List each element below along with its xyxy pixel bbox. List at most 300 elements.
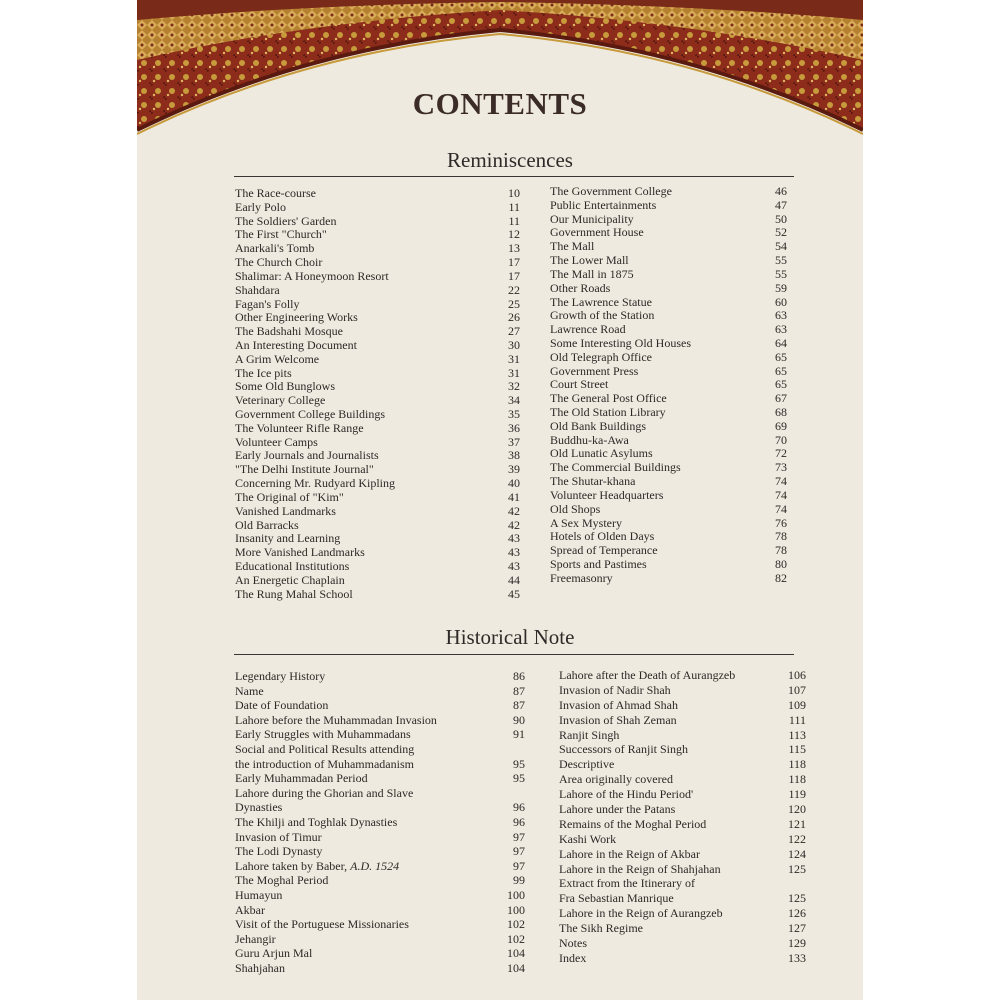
toc-entry-page-number: 96	[513, 800, 525, 815]
toc-entry	[235, 830, 525, 845]
toc-entry-page-number: 119	[788, 787, 806, 802]
toc-entry-page-number: 87	[513, 683, 525, 698]
toc-entry	[550, 280, 787, 296]
toc-entry-title: Hotels of Olden Days	[550, 529, 655, 544]
toc-entry-title: The Soldiers' Garden	[235, 213, 337, 228]
toc-entry-page-number: 38	[508, 448, 520, 463]
toc-entry	[559, 787, 806, 802]
toc-entry-title: The Shutar-khana	[550, 474, 636, 489]
toc-entry	[550, 556, 787, 572]
toc-entry	[550, 294, 787, 310]
toc-entry	[235, 786, 525, 801]
toc-entry-page-number: 72	[775, 446, 787, 461]
toc-entry-page-number: 30	[508, 337, 520, 352]
reminiscences-right-column	[550, 184, 787, 586]
toc-entry	[559, 712, 806, 728]
toc-entry-page-number: 36	[508, 420, 520, 435]
toc-entry-title: Freemasonry	[550, 570, 613, 585]
toc-entry-page-number: 111	[788, 712, 806, 727]
toc-entry	[550, 349, 787, 365]
toc-entry-title: The Mall in 1875	[550, 266, 634, 281]
toc-entry-title: Government College Buildings	[235, 407, 385, 421]
toc-entry-page-number: 31	[508, 351, 520, 366]
toc-entry-title: The Government College	[550, 184, 672, 198]
toc-entry-page-number: 46	[775, 184, 787, 198]
toc-entry-title: Guru Arjun Mal	[235, 946, 313, 961]
section-rule	[234, 654, 794, 655]
toc-entry	[550, 239, 787, 254]
toc-entry-page-number: 54	[775, 239, 787, 254]
toc-entry-page-number: 50	[775, 211, 787, 226]
toc-entry-page-number: 129	[788, 936, 806, 951]
toc-entry-title: The Khilji and Toghlak Dynasties	[235, 814, 398, 829]
toc-entry-page-number: 68	[775, 405, 787, 419]
toc-entry	[550, 335, 787, 351]
toc-entry-page-number: 125	[788, 861, 806, 876]
toc-entry-page-number: 43	[508, 545, 520, 560]
toc-entry-title: Early Polo	[235, 199, 286, 214]
toc-entry	[550, 432, 787, 448]
toc-entry	[235, 588, 520, 602]
toc-entry-page-number: 32	[508, 379, 520, 394]
toc-entry-title: Index	[559, 950, 587, 965]
toc-entry-title: Some Interesting Old Houses	[550, 335, 691, 350]
toc-entry	[550, 405, 787, 420]
toc-entry	[235, 684, 525, 699]
toc-entry	[235, 463, 520, 477]
toc-entry	[559, 668, 806, 683]
toc-entry-page-number: 41	[508, 489, 520, 504]
toc-entry-title: Lahore of the Hindu Period'	[559, 787, 694, 802]
toc-entry-title: Educational Institutions	[235, 558, 350, 573]
toc-entry-page-number: 44	[508, 572, 520, 587]
toc-entry	[550, 308, 787, 323]
toc-entry-title: Area originally covered	[559, 772, 673, 787]
toc-entry-page-number: 11	[508, 213, 520, 228]
toc-entry	[235, 477, 520, 491]
toc-entry-title: Legendary History	[235, 669, 326, 683]
toc-entry	[235, 815, 525, 830]
toc-entry	[235, 698, 525, 713]
toc-entry-title: Remains of the Moghal Period	[559, 816, 707, 831]
toc-entry-title: The Sikh Regime	[559, 921, 643, 936]
toc-entry-title: Volunteer Camps	[235, 434, 318, 449]
toc-entry-title: The General Post Office	[550, 391, 667, 406]
toc-entry-title: Descriptive	[559, 757, 615, 772]
toc-entry-page-number: 113	[788, 727, 806, 742]
toc-entry	[235, 771, 525, 786]
toc-entry-title: Veterinary College	[235, 393, 326, 408]
toc-entry-page-number: 124	[788, 846, 806, 861]
toc-entry-page-number: 107	[788, 682, 806, 697]
toc-entry-page-number: 47	[775, 197, 787, 212]
toc-entry-title: Shalimar: A Honeymoon Resort	[235, 268, 389, 283]
toc-entry	[559, 950, 806, 966]
toc-entry	[559, 846, 806, 862]
toc-entry	[559, 772, 806, 787]
toc-entry-page-number: 74	[775, 487, 787, 502]
toc-entry-page-number: 43	[508, 558, 520, 573]
toc-entry-title: Our Municipality	[550, 211, 634, 226]
toc-entry-page-number: 65	[775, 363, 787, 378]
toc-entry	[235, 270, 520, 284]
toc-entry-page-number: 95	[513, 756, 525, 771]
toc-entry	[235, 380, 520, 394]
toc-entry	[550, 266, 787, 282]
toc-entry-title: The Original of "Kim"	[235, 489, 344, 504]
toc-entry-page-number: 104	[507, 960, 525, 975]
toc-entry-page-number: 121	[788, 816, 806, 831]
toc-entry-title: Extract from the Itinerary of	[559, 876, 695, 891]
toc-entry	[235, 311, 520, 325]
toc-entry	[550, 460, 787, 475]
toc-entry	[235, 201, 520, 215]
toc-entry	[559, 697, 806, 713]
toc-entry	[559, 936, 806, 951]
toc-entry-page-number: 80	[775, 556, 787, 571]
toc-entry-page-number: 82	[775, 570, 787, 585]
toc-entry	[550, 363, 787, 379]
toc-entry	[235, 228, 520, 242]
toc-entry-title: Ranjit Singh	[559, 727, 620, 742]
toc-entry-page-number: 42	[508, 503, 520, 518]
toc-entry-title: Fra Sebastian Manrique	[559, 891, 674, 906]
toc-entry	[235, 888, 525, 903]
toc-entry-page-number: 65	[775, 349, 787, 364]
toc-entry-title: Dynasties	[235, 800, 283, 815]
toc-entry	[235, 284, 520, 298]
toc-entry-page-number: 40	[508, 476, 520, 491]
toc-entry-page-number: 37	[508, 434, 520, 449]
toc-entry	[235, 961, 525, 976]
toc-entry-page-number: 34	[508, 393, 520, 408]
toc-entry-title: Volunteer Headquarters	[550, 487, 664, 502]
toc-entry	[559, 906, 806, 921]
toc-entry	[235, 859, 525, 874]
toc-entry-page-number: 104	[507, 946, 525, 961]
toc-entry-page-number: 78	[775, 543, 787, 558]
toc-entry-page-number: 39	[508, 462, 520, 477]
toc-entry-title: Akbar	[235, 902, 265, 917]
book-page	[137, 0, 863, 1000]
toc-entry	[235, 574, 520, 588]
toc-entry-page-number: 27	[508, 324, 520, 339]
toc-entry	[559, 876, 791, 891]
toc-entry-title: Lahore in the Reign of Aurangzeb	[559, 906, 723, 921]
toc-entry-title: Jehangir	[235, 931, 276, 946]
toc-entry	[235, 256, 520, 270]
toc-entry-page-number: 100	[507, 887, 525, 902]
toc-entry-page-number: 73	[775, 460, 787, 475]
toc-entry-title: "The Delhi Institute Journal"	[235, 462, 374, 477]
toc-entry	[559, 816, 806, 832]
toc-entry	[559, 921, 806, 936]
ornamental-arch-border	[137, 0, 863, 150]
toc-entry-page-number: 60	[775, 294, 787, 309]
toc-entry-title: Old Lunatic Asylums	[550, 446, 653, 461]
toc-entry-page-number: 63	[775, 308, 787, 323]
toc-entry	[235, 187, 520, 201]
toc-entry-title: An Interesting Document	[235, 337, 357, 352]
toc-entry	[235, 800, 525, 815]
toc-entry-page-number: 64	[775, 335, 787, 350]
toc-entry-page-number: 76	[775, 515, 787, 530]
toc-entry-page-number: 11	[508, 199, 520, 214]
toc-entry-page-number: 70	[775, 432, 787, 447]
toc-entry-title: Lahore under the Patans	[559, 802, 676, 817]
toc-entry	[235, 449, 520, 463]
toc-entry-page-number: 97	[513, 844, 525, 859]
toc-entry-page-number: 91	[513, 727, 525, 742]
toc-entry	[559, 802, 806, 817]
toc-entry-title: Lahore after the Death of Aurangzeb	[559, 668, 736, 682]
toc-entry-title: Early Muhammadan Period	[235, 771, 368, 786]
toc-entry-page-number: 67	[775, 391, 787, 406]
toc-entry-page-number: 43	[508, 531, 520, 546]
reminiscences-left-column	[235, 187, 520, 601]
toc-entry-title: Other Engineering Works	[235, 310, 358, 325]
toc-entry-page-number: 63	[775, 322, 787, 337]
toc-entry-page-number: 102	[507, 931, 525, 946]
toc-entry-page-number: 35	[508, 407, 520, 421]
toc-entry-page-number: 17	[508, 255, 520, 270]
toc-entry-title: The Lodi Dynasty	[235, 844, 323, 859]
toc-entry	[235, 436, 520, 450]
toc-entry	[559, 891, 806, 906]
section-heading-reminiscences: Reminiscences	[447, 148, 573, 172]
toc-entry-page-number: 118	[788, 772, 806, 787]
toc-entry-page-number: 45	[508, 586, 520, 601]
toc-entry	[235, 339, 520, 353]
toc-entry	[235, 532, 520, 546]
page-title: CONTENTS	[412, 86, 588, 121]
toc-entry-title: Fagan's Folly	[235, 296, 300, 311]
toc-entry-title: Early Journals and Journalists	[235, 448, 379, 463]
toc-entry-page-number: 17	[508, 268, 520, 283]
toc-entry-title: Invasion of Nadir Shah	[559, 682, 671, 697]
toc-entry-page-number: 65	[775, 377, 787, 392]
toc-entry	[235, 713, 525, 728]
toc-entry-title: The Ice pits	[235, 365, 292, 380]
toc-entry-page-number: 99	[513, 873, 525, 888]
toc-entry-page-number: 96	[513, 814, 525, 829]
toc-entry-page-number: 78	[775, 529, 787, 544]
toc-entry-title: Invasion of Timur	[235, 829, 322, 844]
toc-entry-title: Early Struggles with Muhammadans	[235, 727, 411, 742]
toc-entry-title: Court Street	[550, 377, 609, 392]
toc-entry	[550, 501, 787, 517]
section-heading-historical-note: Historical Note	[445, 625, 575, 649]
toc-entry-page-number: 22	[508, 282, 520, 297]
toc-entry-title: Successors of Ranjit Singh	[559, 742, 688, 757]
toc-entry-page-number: 126	[788, 906, 806, 921]
toc-entry	[235, 505, 520, 519]
toc-entry	[235, 367, 520, 381]
section-rule	[234, 176, 794, 177]
toc-entry	[235, 903, 525, 918]
toc-entry-page-number: 74	[775, 474, 787, 489]
toc-entry-title: Date of Foundation	[235, 698, 329, 713]
toc-entry-page-number: 90	[513, 712, 525, 727]
toc-entry-title: More Vanished Landmarks	[235, 545, 365, 560]
toc-entry-page-number: 87	[513, 698, 525, 713]
toc-entry	[550, 446, 787, 461]
toc-entry-page-number: 26	[508, 310, 520, 325]
toc-entry-title: The Race-course	[235, 186, 316, 200]
toc-entry	[235, 491, 520, 505]
toc-entry	[550, 211, 787, 227]
toc-entry	[235, 742, 525, 757]
toc-entry-title: The Church Choir	[235, 255, 323, 270]
toc-entry-title: Sports and Pastimes	[550, 556, 647, 571]
toc-entry-title: Growth of the Station	[550, 308, 655, 323]
toc-entry	[235, 242, 520, 256]
toc-entry	[550, 184, 787, 199]
toc-entry-page-number: 86	[513, 669, 525, 683]
toc-entry-title: Concerning Mr. Rudyard Kipling	[235, 476, 395, 491]
toc-entry-title: The Badshahi Mosque	[235, 324, 343, 339]
toc-entry-title: A Grim Welcome	[235, 351, 320, 366]
toc-entry	[235, 757, 525, 772]
toc-entry	[559, 757, 806, 772]
toc-entry-title: Old Barracks	[235, 517, 299, 532]
toc-entry	[550, 225, 787, 240]
toc-entry-page-number: 12	[508, 227, 520, 242]
toc-entry-title: Anarkali's Tomb	[235, 241, 315, 256]
toc-entry-title: Social and Political Results attending	[235, 741, 415, 756]
toc-entry-title: The Commercial Buildings	[550, 460, 681, 475]
toc-entry-title: Government House	[550, 225, 644, 240]
toc-entry-title: Lahore in the Reign of Akbar	[559, 846, 700, 861]
toc-entry-title: Other Roads	[550, 280, 611, 295]
toc-entry	[235, 394, 520, 408]
toc-entry-title: An Energetic Chaplain	[235, 572, 345, 587]
toc-entry-title: The Old Station Library	[550, 405, 666, 419]
toc-entry-title: Visit of the Portuguese Missionaries	[235, 917, 409, 932]
toc-entry-title: Shahjahan	[235, 960, 285, 975]
toc-entry-title: The Lower Mall	[550, 253, 629, 268]
toc-entry	[235, 669, 525, 684]
toc-entry-title: Humayun	[235, 887, 283, 902]
toc-entry	[550, 474, 787, 489]
toc-entry	[235, 917, 525, 932]
toc-entry	[550, 377, 787, 392]
toc-entry-title: Lahore before the Muhammadan Invasion	[235, 712, 437, 727]
toc-entry	[235, 215, 520, 229]
toc-entry-title: Shahdara	[235, 282, 280, 297]
toc-entry	[235, 546, 520, 560]
toc-entry	[559, 861, 806, 877]
toc-entry-page-number: 125	[788, 891, 806, 906]
toc-entry	[235, 560, 520, 574]
toc-entry-title: Lahore during the Ghorian and Slave	[235, 785, 414, 800]
toc-entry	[235, 932, 525, 947]
toc-entry-title: Public Entertainments	[550, 197, 657, 212]
toc-entry	[550, 253, 787, 268]
toc-entry-title: Some Old Bunglows	[235, 379, 336, 394]
toc-entry-page-number: 74	[775, 501, 787, 516]
toc-entry-title: Insanity and Learning	[235, 531, 341, 546]
toc-entry-page-number: 10	[508, 186, 520, 200]
toc-entry-title: The Volunteer Rifle Range	[235, 420, 364, 435]
toc-entry-page-number: 115	[788, 742, 806, 757]
toc-entry-page-number: 52	[775, 225, 787, 240]
toc-entry	[235, 844, 525, 859]
toc-entry-title: Old Shops	[550, 501, 601, 516]
toc-entry-page-number: 95	[513, 771, 525, 786]
toc-entry-title: Name	[235, 683, 264, 698]
toc-entry-page-number: 25	[508, 296, 520, 311]
toc-entry-title: The First "Church"	[235, 227, 327, 242]
toc-entry	[550, 197, 787, 213]
toc-entry-title: the introduction of Muhammadanism	[235, 756, 414, 771]
toc-entry-page-number: 55	[775, 253, 787, 268]
toc-entry-page-number: 100	[507, 902, 525, 917]
toc-entry-page-number: 122	[788, 831, 806, 846]
toc-entry-page-number: 31	[508, 365, 520, 380]
toc-entry	[235, 408, 520, 422]
toc-entry-title-italic: A.D. 1524	[350, 858, 400, 873]
toc-entry-title: Kashi Work	[559, 831, 617, 846]
toc-entry-title: Old Telegraph Office	[550, 349, 653, 364]
toc-entry	[235, 519, 520, 533]
toc-entry	[559, 831, 806, 847]
toc-entry-title: Buddhu-ka-Awa	[550, 432, 629, 447]
toc-entry-title: Vanished Landmarks	[235, 503, 336, 518]
toc-entry	[550, 543, 787, 558]
toc-entry-page-number: 69	[775, 418, 787, 433]
toc-entry-page-number: 118	[788, 757, 806, 772]
toc-entry-title: Lawrence Road	[550, 322, 626, 337]
toc-entry	[559, 682, 806, 698]
toc-entry-title: Lahore taken by Baber, A.D. 1524	[235, 858, 400, 873]
toc-entry-title: Invasion of Ahmad Shah	[559, 697, 678, 712]
toc-entry-page-number: 106	[788, 668, 806, 682]
toc-entry	[235, 422, 520, 436]
toc-entry-title: The Mall	[550, 239, 595, 254]
toc-entry-title: A Sex Mystery	[550, 515, 622, 530]
toc-entry-title: Lahore in the Reign of Shahjahan	[559, 861, 721, 876]
toc-entry	[550, 487, 787, 503]
toc-entry	[235, 873, 525, 888]
toc-entry	[550, 418, 787, 434]
toc-entry	[550, 322, 787, 337]
toc-entry-title: Notes	[559, 936, 587, 951]
toc-entry-page-number: 13	[508, 241, 520, 256]
toc-entry	[550, 529, 787, 544]
toc-entry-title: The Rung Mahal School	[235, 586, 353, 601]
toc-entry	[235, 946, 525, 961]
toc-entry	[559, 742, 806, 757]
toc-entry-page-number: 102	[507, 917, 525, 932]
toc-entry-title: Spread of Temperance	[550, 543, 658, 558]
toc-entry-title: Government Press	[550, 363, 639, 378]
toc-entry-page-number: 120	[788, 802, 806, 817]
toc-entry-title: Invasion of Shah Zeman	[559, 712, 677, 727]
historical-right-column	[559, 668, 806, 966]
toc-entry	[559, 727, 806, 743]
toc-entry	[235, 325, 520, 339]
toc-entry-page-number: 97	[513, 858, 525, 873]
toc-entry	[235, 727, 525, 742]
toc-entry	[235, 353, 520, 367]
toc-entry-page-number: 133	[788, 950, 806, 965]
toc-entry-page-number: 109	[788, 697, 806, 712]
toc-entry-title: The Lawrence Statue	[550, 294, 652, 309]
toc-entry	[235, 298, 520, 312]
toc-entry-title: Old Bank Buildings	[550, 418, 647, 433]
toc-entry	[550, 570, 787, 586]
